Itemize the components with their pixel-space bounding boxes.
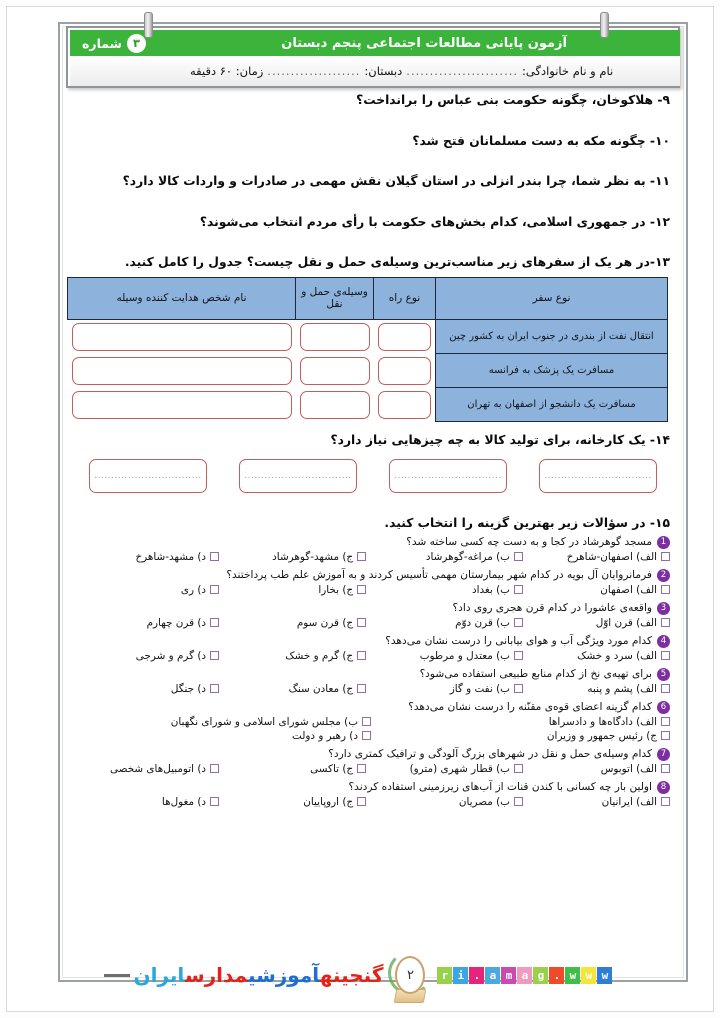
mc-option-1a-label: الف) اصفهان-شاهرخ xyxy=(566,550,657,563)
answer-blank[interactable] xyxy=(300,391,370,419)
mc-option-7a-label: الف) اتوبوس xyxy=(600,762,657,775)
mc-option-6a-label: الف) دادگاه‌ها و دادسراها xyxy=(548,715,657,728)
checkbox-icon[interactable] xyxy=(210,797,219,806)
mc-option-1c[interactable] xyxy=(219,551,366,563)
mc-option-8d-label: د) مغول‌ها xyxy=(161,795,207,808)
vehicle-cell-2[interactable] xyxy=(296,354,374,388)
mc-bullet-1: 1 xyxy=(657,536,670,549)
mc-option-7c[interactable] xyxy=(219,763,366,775)
mc-stem-8 xyxy=(72,781,674,794)
url-tile-8: . xyxy=(469,967,484,984)
url-tile-4: g xyxy=(533,967,548,984)
mc-option-2d[interactable] xyxy=(72,584,219,596)
mc-options-1 xyxy=(72,551,674,563)
answer-box-3[interactable] xyxy=(389,459,507,493)
answer-box-4-dots: ................................ xyxy=(544,471,652,482)
mc-option-4c-label: ج) گرم و خشک xyxy=(285,649,354,662)
mc-option-6c-label: ج) رئیس جمهور و وزیران xyxy=(546,729,657,742)
checkbox-icon[interactable] xyxy=(362,731,371,740)
exam-number-value: ۳ xyxy=(127,34,146,53)
question-9-number: ۹- xyxy=(657,93,670,107)
checkbox-icon[interactable] xyxy=(357,684,366,693)
mc-option-6b-label: ب) مجلس شورای اسلامی و شورای نگهبان xyxy=(170,715,358,728)
mc-option-2a-label: الف) اصفهان xyxy=(600,583,657,596)
page-number: ۲ xyxy=(395,956,425,994)
checkbox-icon[interactable] xyxy=(357,585,366,594)
url-tile-10: r xyxy=(437,967,452,984)
brand-part-4: ایران xyxy=(133,963,185,987)
checkbox-icon[interactable] xyxy=(210,764,219,773)
mc-option-7b[interactable] xyxy=(366,763,523,775)
mc-stem-text-8: اولین بار چه کسانی با کندن قنات از آب‌های زیرزمینی استفاده کردند؟ xyxy=(348,781,652,794)
operator-cell-1[interactable] xyxy=(68,319,296,354)
mc-option-8b[interactable] xyxy=(366,796,523,808)
mc-options-7 xyxy=(72,763,674,775)
mc-option-3d-label: د) قرن چهارم xyxy=(146,616,207,629)
mc-stem-6 xyxy=(72,701,674,714)
mc-item-1 xyxy=(72,536,674,563)
mc-option-8c[interactable] xyxy=(219,796,366,808)
table-row xyxy=(68,388,668,422)
road-type-cell-2[interactable] xyxy=(374,354,436,388)
mc-option-6c[interactable] xyxy=(371,730,670,742)
mc-option-1d[interactable] xyxy=(72,551,219,563)
mc-option-8c-label: ج) اروپاییان xyxy=(303,795,354,808)
brand-part-1: گنجینه xyxy=(319,963,384,987)
question-12-text: در جمهوری اسلامی، کدام بخش‌های حکومت با رأی مردم انتخاب می‌شوند؟ xyxy=(199,214,646,229)
mc-bullet-4: 4 xyxy=(657,635,670,648)
mc-option-3d[interactable] xyxy=(72,617,219,629)
mc-stem-text-5: برای تهیه‌ی نخ از کدام منابع طبیعی استفاده می‌شود؟ xyxy=(419,668,652,681)
mc-option-8a-label: الف) ایرانیان xyxy=(601,795,657,808)
checkbox-icon[interactable] xyxy=(514,764,523,773)
checkbox-icon[interactable] xyxy=(210,552,219,561)
mc-option-8d[interactable] xyxy=(72,796,219,808)
checkbox-icon[interactable] xyxy=(514,684,523,693)
mc-stem-text-7: کدام وسیله‌ی حمل و نقل در شهرهای بزرگ آلودگی و ترافیک کمتری دارد؟ xyxy=(328,748,652,761)
question-14-answer-boxes xyxy=(72,459,674,493)
mc-option-3c-label: ج) قرن سوم xyxy=(296,616,354,629)
checkbox-icon[interactable] xyxy=(357,764,366,773)
table-header-row xyxy=(68,277,668,319)
checkbox-icon[interactable] xyxy=(661,585,670,594)
exam-title: آزمون پایانی مطالعات اجتماعی پنجم دبستان xyxy=(281,35,567,51)
question-9 xyxy=(72,92,674,109)
mc-option-7c-label: ج) تاکسی xyxy=(310,762,354,775)
checkbox-icon[interactable] xyxy=(357,618,366,627)
mc-item-4 xyxy=(72,635,674,662)
checkbox-icon[interactable] xyxy=(661,618,670,627)
mc-option-2b[interactable] xyxy=(366,584,523,596)
road-type-cell-1[interactable] xyxy=(374,319,436,354)
mc-stem-text-1: مسجد گوهرشاد در کجا و به دست چه کسی ساخته شد؟ xyxy=(406,536,652,549)
checkbox-icon[interactable] xyxy=(661,797,670,806)
question-9-text: هلاکوخان، چگونه حکومت بنی عباس را برانداخت؟ xyxy=(356,93,654,107)
checkbox-icon[interactable] xyxy=(357,651,366,660)
binder-clip-left-icon xyxy=(144,12,153,38)
answer-blank[interactable] xyxy=(300,357,370,385)
mc-option-1b-label: ب) مراغه-گوهرشاد xyxy=(425,550,510,563)
mc-bullet-8: 8 xyxy=(657,781,670,794)
exam-header-banner xyxy=(70,30,680,56)
answer-blank[interactable] xyxy=(378,391,432,419)
trip-description-3: مسافرت یک دانشجو از اصفهان به تهران xyxy=(436,388,668,422)
mc-option-5d[interactable] xyxy=(72,683,219,695)
mc-option-8a[interactable] xyxy=(523,796,670,808)
mc-option-1d-label: د) مشهد-شاهرخ xyxy=(135,550,207,563)
answer-box-4[interactable] xyxy=(539,459,657,493)
checkbox-icon[interactable] xyxy=(661,552,670,561)
brand-part-2: آموزشی xyxy=(247,963,320,987)
question-10-number: ۱۰- xyxy=(649,133,670,148)
answer-blank[interactable] xyxy=(72,391,292,419)
mc-option-3b[interactable] xyxy=(366,617,523,629)
mc-option-2c-label: ج) بخارا xyxy=(318,583,354,596)
mc-option-3a-label: الف) قرن اوّل xyxy=(595,616,657,629)
mc-option-1a[interactable] xyxy=(523,551,670,563)
mc-option-5a[interactable] xyxy=(523,683,670,695)
mc-option-4d[interactable] xyxy=(72,650,219,662)
checkbox-icon[interactable] xyxy=(514,651,523,660)
column-header-vehicle: وسیله‌ی حمل و نقل xyxy=(296,277,374,319)
mc-item-6 xyxy=(72,701,674,742)
mc-stem-text-6: کدام گزینه اعضای قوه‌ی مقنّنه را درست نشان می‌دهد؟ xyxy=(408,701,652,714)
url-tile-1: w xyxy=(581,967,596,984)
mc-options-6-row-1 xyxy=(72,716,674,728)
mc-options-4 xyxy=(72,650,674,662)
mc-option-4b-label: ب) معتدل و مرطوب xyxy=(419,649,510,662)
footer-rule-right xyxy=(104,974,130,977)
mc-option-5c[interactable] xyxy=(219,683,366,695)
mc-item-2 xyxy=(72,569,674,596)
mc-option-7a[interactable] xyxy=(523,763,670,775)
question-11-number: ۱۱- xyxy=(649,174,670,189)
checkbox-icon[interactable] xyxy=(210,585,219,594)
mc-bullet-5: 5 xyxy=(657,668,670,681)
question-13-prompt: ۱۳-در هر یک از سفرهای زیر مناسب‌ترین وسیله‌ی حمل و نقل چیست؟ جدول را کامل کنید. xyxy=(124,255,670,270)
url-tile-2: w xyxy=(565,967,580,984)
mc-option-3c[interactable] xyxy=(219,617,366,629)
question-10 xyxy=(72,133,674,150)
vehicle-cell-1[interactable] xyxy=(296,319,374,354)
mc-options-6-row-2 xyxy=(72,730,674,742)
mc-option-4c[interactable] xyxy=(219,650,366,662)
page-number-medal-icon xyxy=(387,949,433,1001)
mc-stem-text-4: کدام مورد ویژگی آب و هوای بیابانی را درست نشان می‌دهد؟ xyxy=(385,635,652,648)
mc-options-3 xyxy=(72,617,674,629)
checkbox-icon[interactable] xyxy=(661,717,670,726)
checkbox-icon[interactable] xyxy=(514,797,523,806)
mc-option-3a[interactable] xyxy=(523,617,670,629)
checkbox-icon[interactable] xyxy=(210,651,219,660)
mc-option-2d-label: د) ری xyxy=(180,583,207,596)
page-footer xyxy=(62,945,684,1005)
mc-option-4a-label: الف) سرد و خشک xyxy=(577,649,657,662)
mc-stem-4 xyxy=(72,635,674,648)
mc-option-7d[interactable] xyxy=(72,763,219,775)
url-tile-6: m xyxy=(501,967,516,984)
exam-number-label: شماره xyxy=(82,35,122,51)
checkbox-icon[interactable] xyxy=(357,552,366,561)
question-10-text: چگونه مکه به دست مسلمانان فتح شد؟ xyxy=(412,133,646,148)
transport-table xyxy=(67,277,668,423)
mc-stem-5 xyxy=(72,668,674,681)
mc-option-4b[interactable] xyxy=(366,650,523,662)
answer-box-1-dots: ................................ xyxy=(94,471,202,482)
column-header-trip-type: نوع سفر xyxy=(436,277,668,319)
checkbox-icon[interactable] xyxy=(661,651,670,660)
answer-box-2-dots: ................................ xyxy=(244,471,352,482)
checkbox-icon[interactable] xyxy=(210,684,219,693)
column-header-road-type: نوع راه xyxy=(374,277,436,319)
mc-option-2b-label: ب) بغداد xyxy=(471,583,510,596)
mc-bullet-7: 7 xyxy=(657,748,670,761)
mc-option-2a[interactable] xyxy=(523,584,670,596)
mc-option-1c-label: ج) مشهد-گوهرشاد xyxy=(272,550,354,563)
question-15-prompt: ۱۵- در سؤالات زیر بهترین گزینه را انتخاب کنید. xyxy=(384,516,670,531)
mc-stem-7 xyxy=(72,748,674,761)
mc-options-2 xyxy=(72,584,674,596)
student-name-label: نام و نام خانوادگی: xyxy=(522,64,614,78)
mc-item-7 xyxy=(72,748,674,775)
checkbox-icon[interactable] xyxy=(661,731,670,740)
mc-option-6d[interactable] xyxy=(72,730,371,742)
answer-blank[interactable] xyxy=(378,323,432,351)
mc-option-5a-label: الف) پشم و پنبه xyxy=(587,682,657,695)
mc-option-6d-label: د) رهبر و دولت xyxy=(292,729,358,742)
mc-stem-1 xyxy=(72,536,674,549)
mc-option-7d-label: د) اتومبیل‌های شخصی xyxy=(110,762,207,775)
checkbox-icon[interactable] xyxy=(357,797,366,806)
student-name-blank[interactable]: ........................ xyxy=(406,64,519,78)
mc-option-2c[interactable] xyxy=(219,584,366,596)
url-tile-9: i xyxy=(453,967,468,984)
checkbox-icon[interactable] xyxy=(362,717,371,726)
mc-option-5b-label: ب) نفت و گاز xyxy=(449,682,510,695)
mc-option-5b[interactable] xyxy=(366,683,523,695)
mc-option-5c-label: ج) معادن سنگ xyxy=(288,682,354,695)
mc-option-7b-label: ب) قطار شهری (مترو) xyxy=(409,762,510,775)
table-row xyxy=(68,319,668,354)
mc-bullet-6: 6 xyxy=(657,701,670,714)
school-label: دبستان: xyxy=(364,64,403,78)
brand-part-3: مدارس xyxy=(184,963,248,987)
mc-options-8 xyxy=(72,796,674,808)
student-info-row xyxy=(70,56,680,86)
exam-content xyxy=(62,92,684,814)
question-11-text: به نظر شما، چرا بندر انزلی در استان گیلان نقش مهمی در صادرات و واردات کالا دارد؟ xyxy=(122,174,646,189)
operator-cell-2[interactable] xyxy=(68,354,296,388)
mc-item-8 xyxy=(72,781,674,808)
answer-blank[interactable] xyxy=(378,357,432,385)
url-tile-5: a xyxy=(517,967,532,984)
mc-option-3b-label: ب) قرن دوّم xyxy=(455,616,510,629)
question-14-prompt: ۱۴- یک کارخانه، برای تولید کالا به چه چیزهایی نیاز دارد؟ xyxy=(330,433,670,448)
checkbox-icon[interactable] xyxy=(661,764,670,773)
mc-item-5 xyxy=(72,668,674,695)
checkbox-icon[interactable] xyxy=(514,552,523,561)
url-tile-3: . xyxy=(549,967,564,984)
url-tile-7: a xyxy=(485,967,500,984)
road-type-cell-3[interactable] xyxy=(374,388,436,422)
answer-box-1[interactable] xyxy=(89,459,207,493)
exam-header-card xyxy=(66,26,680,88)
school-blank[interactable]: .................... xyxy=(267,64,361,78)
checkbox-icon[interactable] xyxy=(210,618,219,627)
checkbox-icon[interactable] xyxy=(514,618,523,627)
operator-cell-3[interactable] xyxy=(68,388,296,422)
mc-option-5d-label: د) جنگل xyxy=(170,682,207,695)
trip-description-2: مسافرت یک پزشک به فرانسه xyxy=(436,354,668,388)
answer-box-2[interactable] xyxy=(239,459,357,493)
checkbox-icon[interactable] xyxy=(661,684,670,693)
mc-option-4d-label: د) گرم و شرجی xyxy=(135,649,207,662)
question-12-number: ۱۲- xyxy=(649,214,670,229)
mc-bullet-3: 3 xyxy=(657,602,670,615)
question-11 xyxy=(72,173,674,190)
mc-bullet-2: 2 xyxy=(657,569,670,582)
answer-blank[interactable] xyxy=(72,357,292,385)
mc-option-4a[interactable] xyxy=(523,650,670,662)
checkbox-icon[interactable] xyxy=(514,585,523,594)
mc-option-6b[interactable] xyxy=(72,716,371,728)
url-tile-0: w xyxy=(597,967,612,984)
multiple-choice-block xyxy=(72,536,674,808)
mc-option-1b[interactable] xyxy=(366,551,523,563)
table-row xyxy=(68,354,668,388)
answer-blank[interactable] xyxy=(72,323,292,351)
exam-number-group xyxy=(78,34,146,53)
column-header-operator-name: نام شخص هدایت کننده وسیله xyxy=(68,277,296,319)
exam-duration: زمان: ۶۰ دقیقه xyxy=(190,64,264,78)
binder-clip-right-icon xyxy=(600,12,609,38)
mc-item-3 xyxy=(72,602,674,629)
site-url-tiles[interactable] xyxy=(437,967,612,984)
mc-options-5 xyxy=(72,683,674,695)
mc-option-6a[interactable] xyxy=(371,716,670,728)
mc-stem-text-3: واقعه‌ی عاشورا در کدام قرن هجری روی داد؟ xyxy=(452,602,652,615)
vehicle-cell-3[interactable] xyxy=(296,388,374,422)
site-brand xyxy=(134,963,384,987)
mc-stem-2 xyxy=(72,569,674,582)
mc-stem-3 xyxy=(72,602,674,615)
mc-option-8b-label: ب) مصریان xyxy=(458,795,510,808)
trip-description-1: انتقال نفت از بندری در جنوب ایران به کشور چین xyxy=(436,319,668,354)
answer-box-3-dots: ................................ xyxy=(394,471,502,482)
mc-stem-text-2: فرمانروایان آل بویه در کدام شهر بیمارستان مهمی تأسیس کردند و به آموزش علم طب پرداختند؟ xyxy=(226,569,652,582)
answer-blank[interactable] xyxy=(300,323,370,351)
question-12 xyxy=(72,214,674,231)
